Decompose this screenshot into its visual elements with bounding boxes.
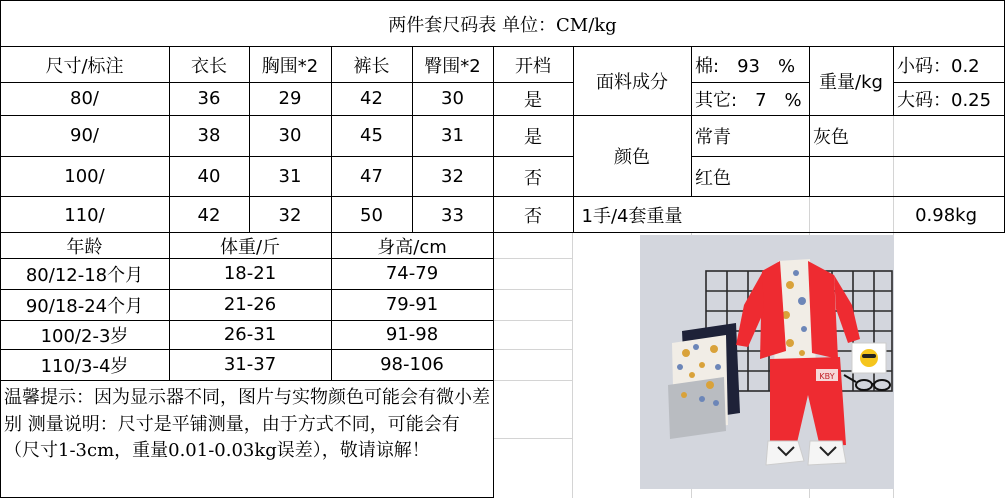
fabric-cotton: 棉: 93 % [695, 55, 796, 77]
age-header: 年龄 [66, 236, 103, 258]
header-length: 衣长 [191, 55, 227, 77]
color-option-3: 红色 [695, 167, 731, 189]
size-row-2-chest: 30 [278, 125, 302, 146]
age-row-1-age: 80/12-18个月 [25, 264, 144, 286]
table-border [893, 82, 1005, 83]
table-border [331, 233, 332, 380]
age-row-1-weight: 18-21 [223, 263, 277, 284]
size-row-3-pants: 47 [360, 166, 383, 187]
product-photo [640, 235, 894, 489]
table-border [331, 47, 332, 233]
fabric-other: 其它: 7 % [695, 89, 802, 111]
size-row-3-size: 100/ [64, 166, 105, 187]
size-row-3-hip: 32 [441, 166, 464, 187]
gridline [493, 438, 572, 439]
table-border [809, 47, 810, 197]
table-border [691, 47, 692, 197]
table-border [691, 156, 1005, 157]
size-row-4-chest: 32 [278, 204, 302, 226]
age-row-4-height: 98-106 [380, 354, 444, 375]
table-border [0, 349, 493, 350]
size-row-3-crotch: 否 [524, 167, 542, 189]
age-row-2-weight: 21-26 [223, 294, 277, 315]
table-border [0, 82, 573, 83]
size-row-4-crotch: 否 [524, 206, 542, 227]
size-row-1-size: 80/ [70, 88, 99, 109]
table-border [573, 47, 574, 233]
age-row-3-weight: 26-31 [223, 324, 277, 345]
gridline [493, 258, 572, 259]
gridline [893, 197, 894, 233]
table-border [0, 0, 1005, 1]
table-border [493, 47, 494, 498]
large-size-weight: 大码：0.25 [897, 89, 992, 111]
age-row-3-height: 91-98 [385, 324, 439, 345]
table-border [0, 196, 1005, 197]
table-border [0, 232, 1005, 233]
height-header: 身高/cm [377, 236, 447, 258]
table-border [0, 258, 493, 259]
size-row-4-hip: 33 [441, 204, 464, 226]
weight-jin-header: 体重/斤 [219, 236, 281, 258]
set-weight-value: 0.98kg [915, 204, 977, 226]
gridline [893, 115, 894, 156]
table-border [0, 156, 573, 157]
table-border [0, 0, 1, 498]
age-row-3-age: 100/2-3岁 [40, 325, 129, 347]
gridline [493, 289, 572, 290]
set-weight-label: 1手/4套重量 [581, 206, 683, 227]
header-chest: 胸围*2 [261, 55, 319, 77]
size-row-2-pants: 45 [360, 125, 383, 146]
table-border [169, 233, 170, 380]
size-row-3-chest: 31 [278, 166, 302, 187]
header-pants-length: 裤长 [353, 55, 390, 77]
age-row-2-age: 90/18-24个月 [25, 295, 144, 317]
size-row-1-chest: 29 [278, 88, 302, 109]
header-size: 尺寸/标注 [45, 55, 124, 77]
table-border [0, 320, 493, 321]
size-row-1-hip: 30 [441, 88, 464, 109]
age-row-4-weight: 31-37 [223, 354, 277, 375]
age-row-2-height: 79-91 [385, 294, 439, 315]
color-label: 颜色 [614, 147, 650, 168]
age-row-4-age: 110/3-4岁 [40, 355, 129, 377]
size-row-1-crotch: 是 [524, 89, 542, 111]
size-row-2-hip: 31 [441, 125, 464, 146]
size-row-4-pants: 50 [360, 204, 383, 226]
size-row-2-crotch: 是 [524, 126, 542, 148]
color-option-2: 灰色 [813, 126, 849, 148]
size-row-3-length: 40 [197, 166, 221, 187]
small-size-weight: 小码：0.2 [897, 55, 980, 77]
table-border [0, 380, 493, 381]
table-border [249, 47, 250, 233]
gridline [493, 349, 572, 350]
table-border [0, 289, 493, 290]
size-row-4-size: 110/ [64, 204, 105, 226]
gridline [493, 380, 572, 381]
gridline [572, 233, 573, 498]
size-row-4-length: 42 [197, 204, 221, 226]
table-border [691, 82, 809, 83]
gridline [809, 197, 810, 233]
age-row-1-height: 74-79 [385, 263, 439, 284]
size-row-1-pants: 42 [360, 88, 383, 109]
table-border [893, 47, 894, 115]
gridline [493, 320, 572, 321]
chart-title: 两件套尺码表 单位：CM/kg [388, 14, 617, 36]
weight-label: 重量/kg [819, 72, 883, 93]
header-hip: 臀围*2 [424, 55, 481, 77]
measurement-note: 温馨提示：因为显示器不同，图片与实物颜色可能会有微小差别 测量说明：尺寸是平铺测量，由于方式不同，可能会有（尺寸1-3cm，重量0.01-0.03kg误差），敬请谅解！ [4, 387, 490, 461]
size-row-1-length: 36 [197, 88, 221, 109]
table-border [0, 46, 1005, 47]
table-border [169, 47, 170, 233]
shirt-logo-text: KBY [819, 372, 835, 381]
gridline [893, 156, 894, 197]
table-border [412, 47, 413, 233]
size-row-2-length: 38 [197, 125, 221, 146]
color-option-1: 常青 [695, 126, 731, 148]
header-open-crotch: 开档 [515, 55, 551, 77]
fabric-label: 面料成分 [596, 72, 668, 93]
red-vest-right [808, 261, 838, 359]
table-border [0, 115, 1005, 116]
size-row-2-size: 90/ [70, 125, 99, 146]
